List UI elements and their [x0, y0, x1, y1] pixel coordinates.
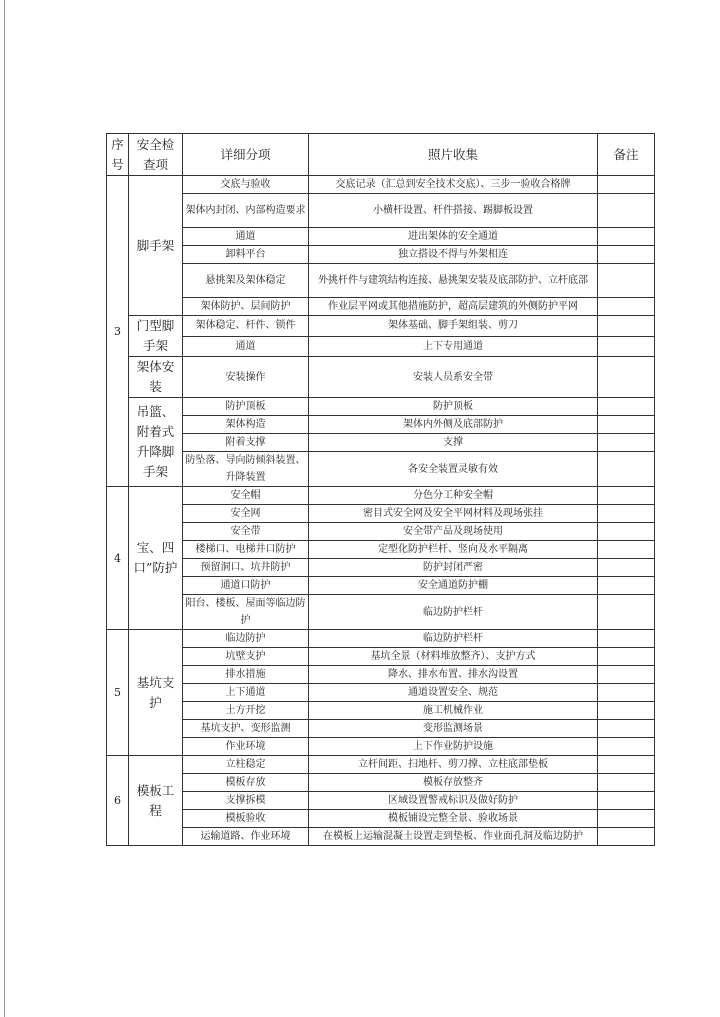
remark-cell [598, 792, 655, 810]
detail-cell: 通道 [183, 336, 309, 357]
remark-cell [598, 666, 655, 684]
photo-cell: 变形监测场景 [309, 720, 598, 738]
table-row [107, 810, 655, 828]
detail-cell: 基坑支护、变形监测 [183, 720, 309, 738]
table-row [107, 416, 655, 434]
header-photo: 照片收集 [309, 134, 598, 176]
photo-cell: 上下作业防护设施 [309, 738, 598, 756]
remark-cell [598, 595, 655, 630]
table-row [107, 505, 655, 523]
detail-cell: 卸料平台 [183, 246, 309, 264]
remark-cell [598, 559, 655, 577]
detail-cell: 模板验收 [183, 810, 309, 828]
category-cell: 宝、四口”防护 [129, 487, 183, 630]
photo-cell: 通道设置安全、规范 [309, 684, 598, 702]
remark-cell [598, 416, 655, 434]
photo-cell: 密目式安全网及安全平网材料及现场张挂 [309, 505, 598, 523]
photo-cell: 基坑全景（材料堆放整齐）、支护方式 [309, 648, 598, 666]
remark-cell [598, 774, 655, 792]
category-cell: 吊篮、附着式升降脚手架 [129, 398, 183, 487]
table-row [107, 756, 655, 774]
detail-cell: 安全带 [183, 523, 309, 541]
category-cell: 模板工程 [129, 756, 183, 846]
detail-cell: 交底与验收 [183, 176, 309, 194]
remark-cell [598, 577, 655, 595]
detail-cell: 坑壁支护 [183, 648, 309, 666]
category-cell: 脚手架 [129, 176, 183, 316]
detail-cell: 上下通道 [183, 684, 309, 702]
detail-cell: 临边防护 [183, 630, 309, 648]
table-row [107, 452, 655, 487]
photo-cell: 安全通道防护棚 [309, 577, 598, 595]
table-row [107, 194, 655, 228]
photo-cell: 立杆间距、扫地杆、剪刀撑、立柱底部垫板 [309, 756, 598, 774]
header-seq: 序号 [107, 134, 129, 176]
photo-cell: 各安全装置灵敏有效 [309, 452, 598, 487]
remark-cell [598, 298, 655, 316]
photo-cell: 防护顶板 [309, 398, 598, 416]
detail-cell: 模板存放 [183, 774, 309, 792]
remark-cell [598, 810, 655, 828]
table-row [107, 630, 655, 648]
detail-cell: 架体稳定、杆件、锁件 [183, 316, 309, 337]
remark-cell [598, 505, 655, 523]
remark-cell [598, 246, 655, 264]
table-row [107, 228, 655, 246]
remark-cell [598, 702, 655, 720]
table-row [107, 792, 655, 810]
detail-cell: 立柱稳定 [183, 756, 309, 774]
table-row [107, 774, 655, 792]
remark-cell [598, 336, 655, 357]
table-row [107, 577, 655, 595]
remark-cell [598, 756, 655, 774]
remark-cell [598, 738, 655, 756]
table-row [107, 523, 655, 541]
remark-cell [598, 228, 655, 246]
remark-cell [598, 357, 655, 398]
remark-cell [598, 541, 655, 559]
photo-cell: 施工机械作业 [309, 702, 598, 720]
table-row [107, 336, 655, 357]
detail-cell: 附着支撑 [183, 434, 309, 452]
category-cell: 架体安装 [129, 357, 183, 398]
group-number: 3 [107, 176, 129, 487]
table-row [107, 666, 655, 684]
table-row [107, 595, 655, 630]
detail-cell: 架体内封闭、内部构造要求 [183, 194, 309, 228]
table-row [107, 246, 655, 264]
table-row [107, 434, 655, 452]
photo-cell: 外挑杆件与建筑结构连接、悬挑架安装及底部防护、立杆底部 [309, 264, 598, 298]
photo-cell: 安全带产品及现场使用 [309, 523, 598, 541]
photo-cell: 架体内外侧及底部防护 [309, 416, 598, 434]
detail-cell: 阳台、楼板、屋面等临边防护 [183, 595, 309, 630]
detail-cell: 安装操作 [183, 357, 309, 398]
photo-cell: 区域设置警戒标识及做好防护 [309, 792, 598, 810]
table-row [107, 648, 655, 666]
remark-cell [598, 434, 655, 452]
detail-cell: 通道 [183, 228, 309, 246]
table-row [107, 559, 655, 577]
table-row [107, 684, 655, 702]
photo-cell: 临边防护栏杆 [309, 595, 598, 630]
header-category: 安全检查项 [129, 134, 183, 176]
photo-cell: 降水、排水布置、排水沟设置 [309, 666, 598, 684]
table-row [107, 702, 655, 720]
photo-cell: 独立搭设不得与外架相连 [309, 246, 598, 264]
detail-cell: 安全帽 [183, 487, 309, 505]
table-row [107, 316, 655, 337]
table-row [107, 298, 655, 316]
detail-cell: 防坠落、导向防倾斜装置、升降装置 [183, 452, 309, 487]
table-header-row [107, 134, 655, 176]
header-remark: 备注 [598, 134, 655, 176]
photo-cell: 作业层平网或其他措施防护，超高层建筑的外侧防护平网 [309, 298, 598, 316]
table-row [107, 264, 655, 298]
remark-cell [598, 828, 655, 846]
photo-cell: 模板铺设完整全景、验收场景 [309, 810, 598, 828]
photo-cell: 进出架体的安全通道 [309, 228, 598, 246]
detail-cell: 预留洞口、坑井防护 [183, 559, 309, 577]
remark-cell [598, 684, 655, 702]
photo-cell: 临边防护栏杆 [309, 630, 598, 648]
detail-cell: 防护顶板 [183, 398, 309, 416]
photo-cell: 在模板上运输混凝土设置走到垫板、作业面孔洞及临边防护 [309, 828, 598, 846]
detail-cell: 支撑拆模 [183, 792, 309, 810]
table-row [107, 828, 655, 846]
detail-cell: 土方开挖 [183, 702, 309, 720]
detail-cell: 排水措施 [183, 666, 309, 684]
remark-cell [598, 523, 655, 541]
detail-cell: 运输道路、作业环境 [183, 828, 309, 846]
detail-cell: 作业环境 [183, 738, 309, 756]
photo-cell: 分色分工种安全帽 [309, 487, 598, 505]
remark-cell [598, 398, 655, 416]
photo-cell: 模板存放整齐 [309, 774, 598, 792]
photo-cell: 防护封闭严密 [309, 559, 598, 577]
photo-cell: 上下专用通道 [309, 336, 598, 357]
group-number: 6 [107, 756, 129, 846]
page-left-border [4, 0, 5, 1017]
remark-cell [598, 176, 655, 194]
remark-cell [598, 194, 655, 228]
photo-cell: 支撑 [309, 434, 598, 452]
photo-cell: 小横杆设置、杆件搭接、踢脚板设置 [309, 194, 598, 228]
table-row [107, 541, 655, 559]
remark-cell [598, 316, 655, 337]
remark-cell [598, 487, 655, 505]
category-cell: 门型脚手架 [129, 316, 183, 357]
detail-cell: 悬挑架及架体稳定 [183, 264, 309, 298]
photo-cell: 安装人员系安全带 [309, 357, 598, 398]
table-row [107, 487, 655, 505]
table-row [107, 720, 655, 738]
detail-cell: 架体构造 [183, 416, 309, 434]
safety-inspection-table [106, 133, 655, 846]
detail-cell: 架体防护、层间防护 [183, 298, 309, 316]
detail-cell: 通道口防护 [183, 577, 309, 595]
header-detail: 详细分项 [183, 134, 309, 176]
remark-cell [598, 452, 655, 487]
detail-cell: 楼梯口、电梯井口防护 [183, 541, 309, 559]
remark-cell [598, 630, 655, 648]
remark-cell [598, 720, 655, 738]
group-number: 4 [107, 487, 129, 630]
table-row [107, 738, 655, 756]
detail-cell: 安全网 [183, 505, 309, 523]
photo-cell: 交底记录（汇总到安全技术交底）、三步一验收合格牌 [309, 176, 598, 194]
remark-cell [598, 648, 655, 666]
table-row [107, 398, 655, 416]
photo-cell: 架体基础、脚手架组装、剪刀 [309, 316, 598, 337]
photo-cell: 定型化防护栏杆、竖向及水平隔离 [309, 541, 598, 559]
table-row [107, 357, 655, 398]
table-row [107, 176, 655, 194]
group-number: 5 [107, 630, 129, 756]
category-cell: 基坑支护 [129, 630, 183, 756]
remark-cell [598, 264, 655, 298]
